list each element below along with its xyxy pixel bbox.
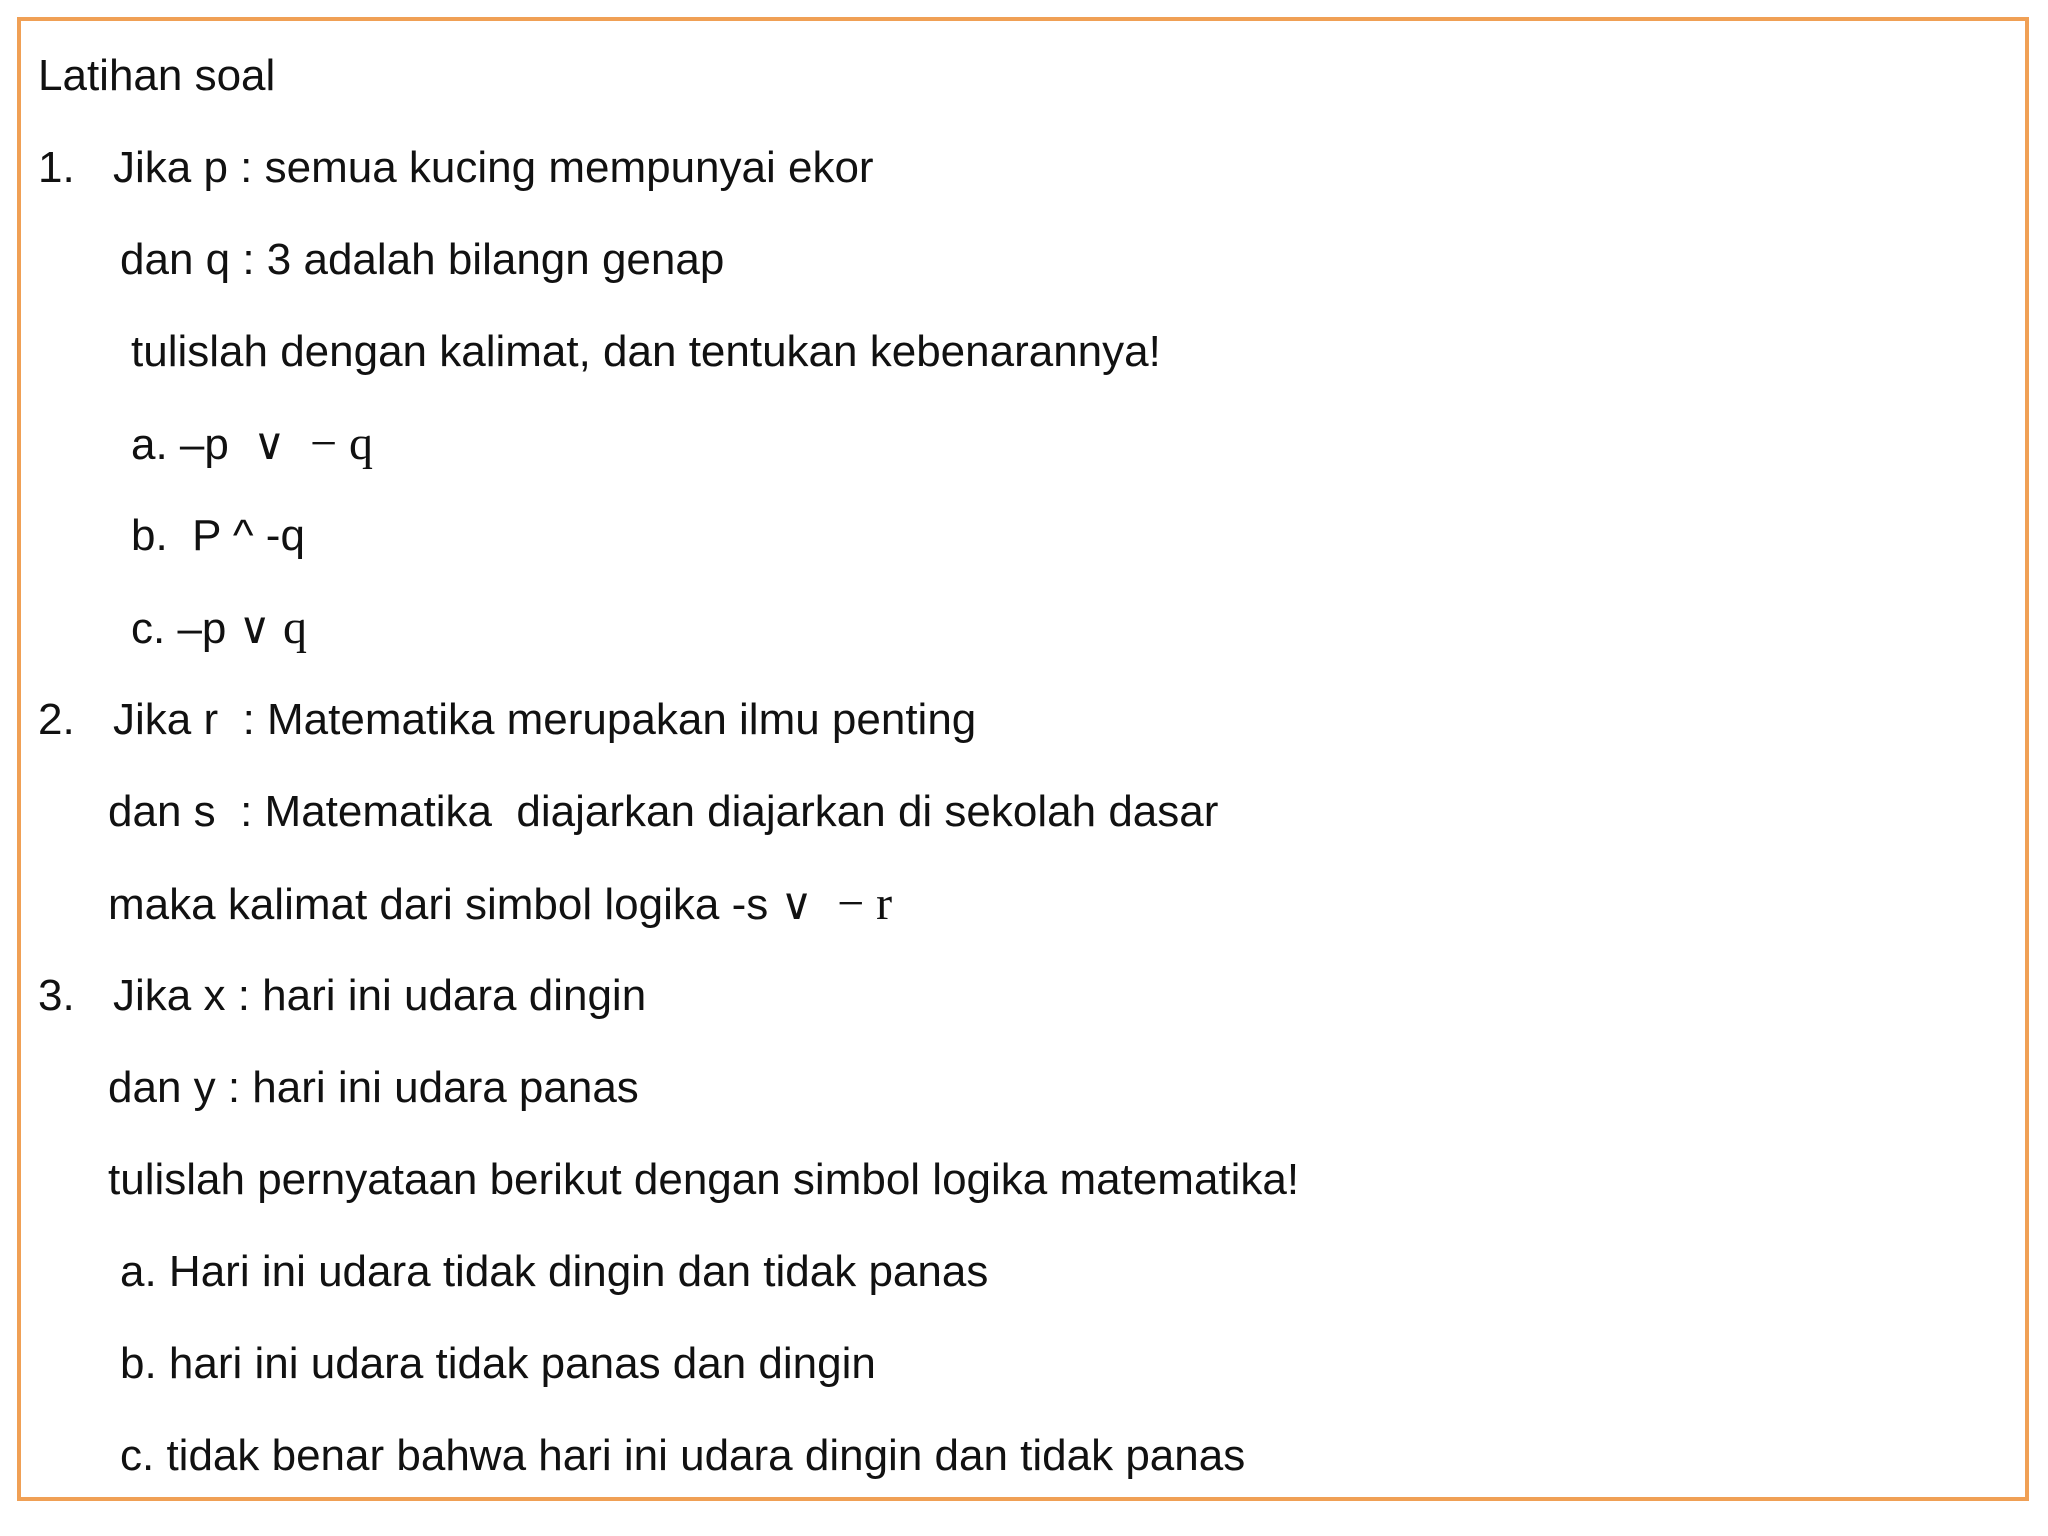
- question-3-number: 3.: [38, 971, 75, 1020]
- question-3-line-1: [38, 970, 646, 1022]
- question-1-text: Jika p : semua kucing mempunyai ekor: [113, 143, 874, 192]
- math-expression: − q: [309, 417, 374, 470]
- math-expression: q: [283, 601, 308, 654]
- question-1-line-3: tulislah dengan kalimat, dan tentukan kebenarannya!: [131, 327, 1161, 376]
- question-3-line-3: tulislah pernyataan berikut dengan simbol logika matematika!: [108, 1155, 1300, 1204]
- question-1-line-1: [38, 142, 874, 194]
- question-2-line-1: [38, 694, 976, 746]
- question-3-option-c: c. tidak benar bahwa hari ini udara dingin dan tidak panas: [120, 1431, 1246, 1480]
- question-3-option-b: b. hari ini udara tidak panas dan dingin: [120, 1339, 876, 1388]
- question-3-text: Jika x : hari ini udara dingin: [113, 971, 647, 1020]
- question-2-number: 2.: [38, 695, 75, 744]
- question-1-number: 1.: [38, 143, 75, 192]
- question-2-line-3: maka kalimat dari simbol logika -s ∨ − r: [108, 877, 893, 930]
- heading: Latihan soal: [38, 51, 276, 100]
- question-1-option-a: a. –p ∨ − q: [131, 417, 374, 470]
- question-2-line-2: dan s : Matematika diajarkan diajarkan di sekolah dasar: [108, 787, 1219, 836]
- question-1-line-2: dan q : 3 adalah bilangn genap: [120, 235, 725, 284]
- question-1-option-b: b. P ^ -q: [131, 511, 305, 560]
- question-3-line-2: dan y : hari ini udara panas: [108, 1063, 639, 1112]
- math-expression: − r: [837, 877, 893, 930]
- question-3-option-a: a. Hari ini udara tidak dingin dan tidak panas: [120, 1247, 989, 1296]
- question-2-text: Jika r : Matematika merupakan ilmu penting: [113, 695, 977, 744]
- question-1-option-c: c. –p ∨ q: [131, 601, 308, 654]
